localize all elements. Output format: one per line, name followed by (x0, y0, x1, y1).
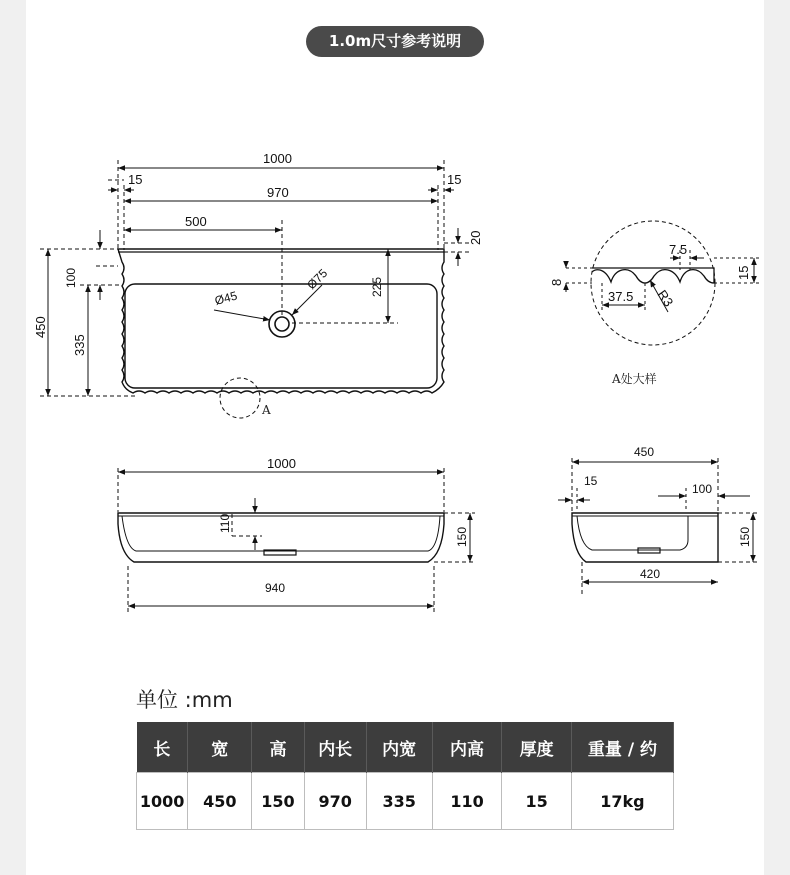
detail-dim-8: 8 (549, 278, 564, 286)
side-dim-ledge: 100 (692, 482, 713, 496)
spec-value-thickness: 15 (502, 773, 571, 830)
dim-margin-left: 15 (128, 172, 143, 187)
dim-margin-right: 15 (447, 172, 462, 187)
dim-left-100: 100 (64, 267, 78, 288)
side-dim-bottom-width: 420 (640, 567, 661, 581)
spec-header-height: 高 (252, 722, 304, 773)
spec-value-length: 1000 (137, 773, 188, 830)
dim-drain-outer: Ø75 (304, 266, 331, 293)
detail-dim-7-5: 7.5 (669, 242, 688, 257)
dim-drain-offset: 500 (185, 214, 207, 229)
spec-table (136, 722, 674, 830)
detail-dim-r3: R3 (654, 287, 677, 310)
front-dim-bottom-length: 940 (265, 581, 286, 595)
top-view (33, 151, 483, 418)
dim-overall-length: 1000 (263, 151, 292, 166)
spec-value-inner-height: 110 (432, 773, 502, 830)
dim-overall-width: 450 (33, 316, 48, 338)
dim-rim: 20 (468, 230, 483, 245)
spec-value-inner-width: 335 (366, 773, 432, 830)
spec-value-inner-length: 970 (304, 773, 366, 830)
side-view (558, 445, 758, 595)
front-dim-height: 150 (455, 526, 469, 547)
spec-value-weight: 17kg (571, 773, 673, 830)
dim-inner-length: 970 (267, 185, 289, 200)
detail-dim-37-5: 37.5 (608, 289, 634, 304)
detail-marker-label: A (262, 403, 271, 417)
spec-header-length: 长 (137, 722, 188, 773)
spec-header-inner-width: 内宽 (366, 722, 432, 773)
detail-a-view (549, 221, 760, 386)
units-label: 单位 :mm (136, 688, 233, 712)
spec-header-thickness: 厚度 (502, 722, 571, 773)
front-view (118, 456, 475, 612)
spec-header-inner-height: 内高 (432, 722, 502, 773)
spec-header-width: 宽 (188, 722, 252, 773)
page-title: 1.0m尺寸参考说明 (306, 26, 484, 57)
spec-header-inner-length: 内长 (304, 722, 366, 773)
detail-dim-15: 15 (736, 265, 751, 280)
side-dim-wall: 15 (584, 474, 598, 488)
dim-inner-width: 335 (72, 334, 87, 356)
front-dim-inner-height: 110 (218, 513, 232, 533)
spec-value-width: 450 (188, 773, 252, 830)
side-dim-height: 150 (738, 526, 752, 547)
dim-depth-offset: 225 (370, 276, 384, 297)
side-dim-width: 450 (634, 445, 655, 459)
spec-header-row (137, 722, 674, 773)
spec-value-height: 150 (252, 773, 304, 830)
dim-drain-inner: Ø45 (213, 288, 239, 308)
front-dim-length: 1000 (267, 456, 296, 471)
detail-caption: A处大样 (612, 372, 657, 386)
spec-header-weight: 重量 / 约 (571, 722, 673, 773)
spec-value-row (137, 773, 674, 830)
